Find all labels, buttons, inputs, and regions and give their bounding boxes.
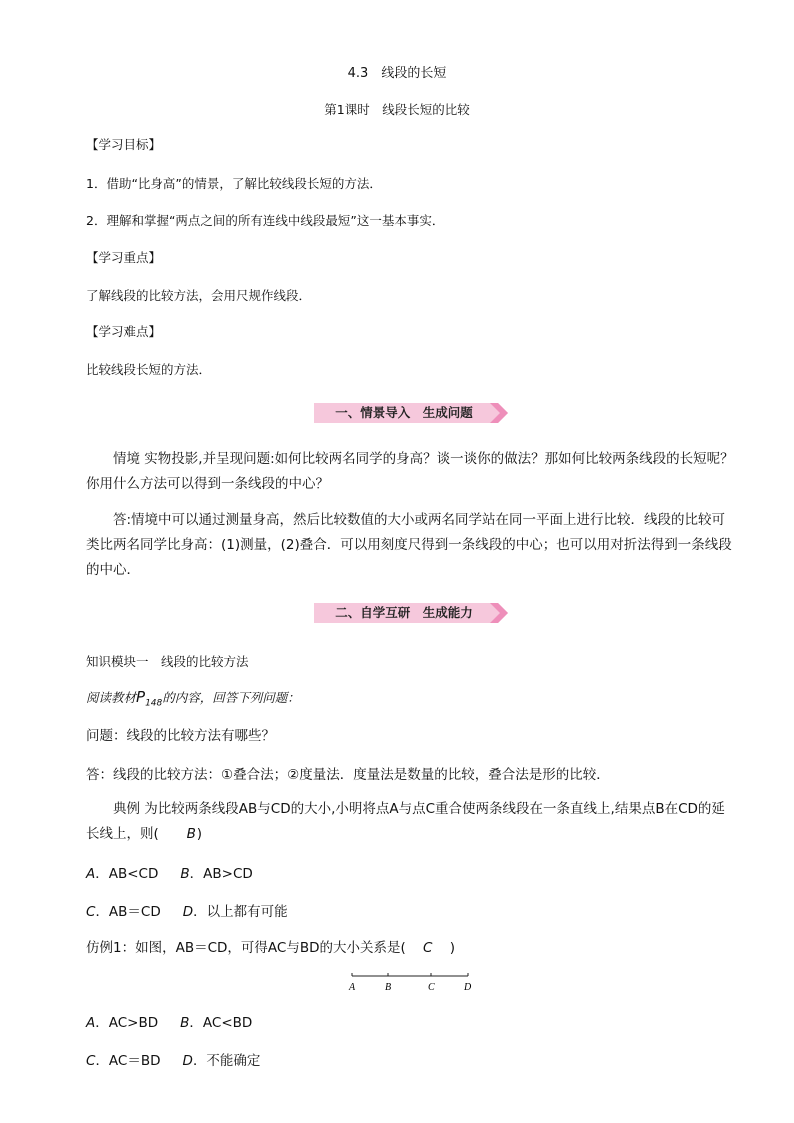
option-row — [86, 900, 288, 920]
focus-heading: 【学习重点】 — [86, 250, 162, 265]
option-text: ．AC>BD — [95, 1015, 159, 1031]
option-text: ．AB<CD — [95, 866, 159, 882]
point-label: C — [428, 982, 435, 993]
objective-item: 1．借助“比身高”的情景，了解比较线段长短的方法． — [86, 176, 382, 191]
point-label: A — [349, 982, 356, 993]
option-label: A — [86, 1015, 96, 1031]
option-text: ．AC＝BD — [95, 1053, 161, 1069]
option-row — [86, 1011, 252, 1031]
objective-item: 2．理解和掌握“两点之间的所有连线中线段最短”这一基本事实． — [86, 213, 445, 228]
option-label: B — [180, 866, 190, 882]
page-title: 4.3 线段的长短 — [347, 66, 447, 81]
example-question — [86, 797, 738, 847]
option-text: ．AB＝CD — [95, 904, 161, 920]
option-label: C — [86, 904, 96, 920]
point-label: B — [385, 982, 392, 993]
option-label: A — [86, 866, 96, 882]
objectives-heading: 【学习目标】 — [86, 137, 162, 152]
difficulty-heading: 【学习难点】 — [86, 324, 162, 339]
section-banner — [314, 603, 508, 623]
option-label: D — [182, 904, 194, 920]
option-row — [86, 1049, 260, 1069]
difficulty-text: 比较线段长短的方法． — [86, 362, 212, 377]
answer-paragraph: 答:情境中可以通过测量身高，然后比较数值的大小或两名同学站在同一平面上进行比较．线段的比较可类比两名同学比身高：(1)测量，(2)叠合．可以用刻度尺得到一条线段的中心；也可以用对折法得到一条线段的中心． — [86, 512, 732, 578]
lesson-subtitle: 第1课时 线段长短的比较 — [324, 102, 470, 117]
option-label: D — [182, 1053, 193, 1069]
segment-figure — [344, 968, 478, 994]
example-answer: B — [186, 826, 196, 842]
section-banner — [314, 403, 508, 423]
answer-text: 答：线段的比较方法：①叠合法；②度量法．度量法是数量的比较，叠合法是形的比较． — [86, 767, 610, 783]
option-text: ．AC<BD — [189, 1015, 253, 1031]
banner-label: 二、自学互研 生成能力 — [335, 605, 473, 620]
option-text: ．以上都有可能 — [193, 904, 288, 920]
option-row — [86, 862, 253, 882]
practice-answer: C — [423, 940, 433, 956]
option-label: B — [180, 1015, 190, 1031]
module-title: 知识模块一 线段的比较方法 — [86, 654, 249, 669]
option-label: C — [86, 1053, 96, 1069]
reading-instruction — [86, 688, 300, 709]
point-label: D — [464, 982, 472, 993]
example-stem: 典例 为比较两条线段AB与CD的大小,小明将点A与点C重合使两条线段在一条直线上,结果点B在CD的延长线上，则( — [86, 801, 725, 842]
intro-paragraph: 情境 实物投影,并呈现问题:如何比较两名同学的身高？谈一谈你的做法？那如何比较两条线段的长短呢？你用什么方法可以得到一条线段的中心？ — [86, 451, 734, 492]
banner-label: 一、情景导入 生成问题 — [335, 405, 473, 420]
reading-suffix: 的内容，回答下列问题： — [162, 690, 300, 705]
focus-text: 了解线段的比较方法，会用尺规作线段． — [86, 288, 312, 303]
reading-prefix: 阅读教材 — [86, 690, 137, 705]
page-ref-number: 148 — [145, 698, 163, 709]
practice-close: ) — [449, 940, 456, 956]
option-text: ．AB>CD — [189, 866, 253, 882]
page-ref: P — [136, 688, 146, 706]
practice-stem: 仿例1：如图，AB＝CD，可得AC与BD的大小关系是( — [86, 940, 406, 956]
example-close: ) — [196, 826, 203, 842]
option-text: ．不能确定 — [192, 1053, 261, 1069]
question-text: 问题：线段的比较方法有哪些？ — [86, 728, 275, 744]
practice-question — [86, 936, 455, 956]
